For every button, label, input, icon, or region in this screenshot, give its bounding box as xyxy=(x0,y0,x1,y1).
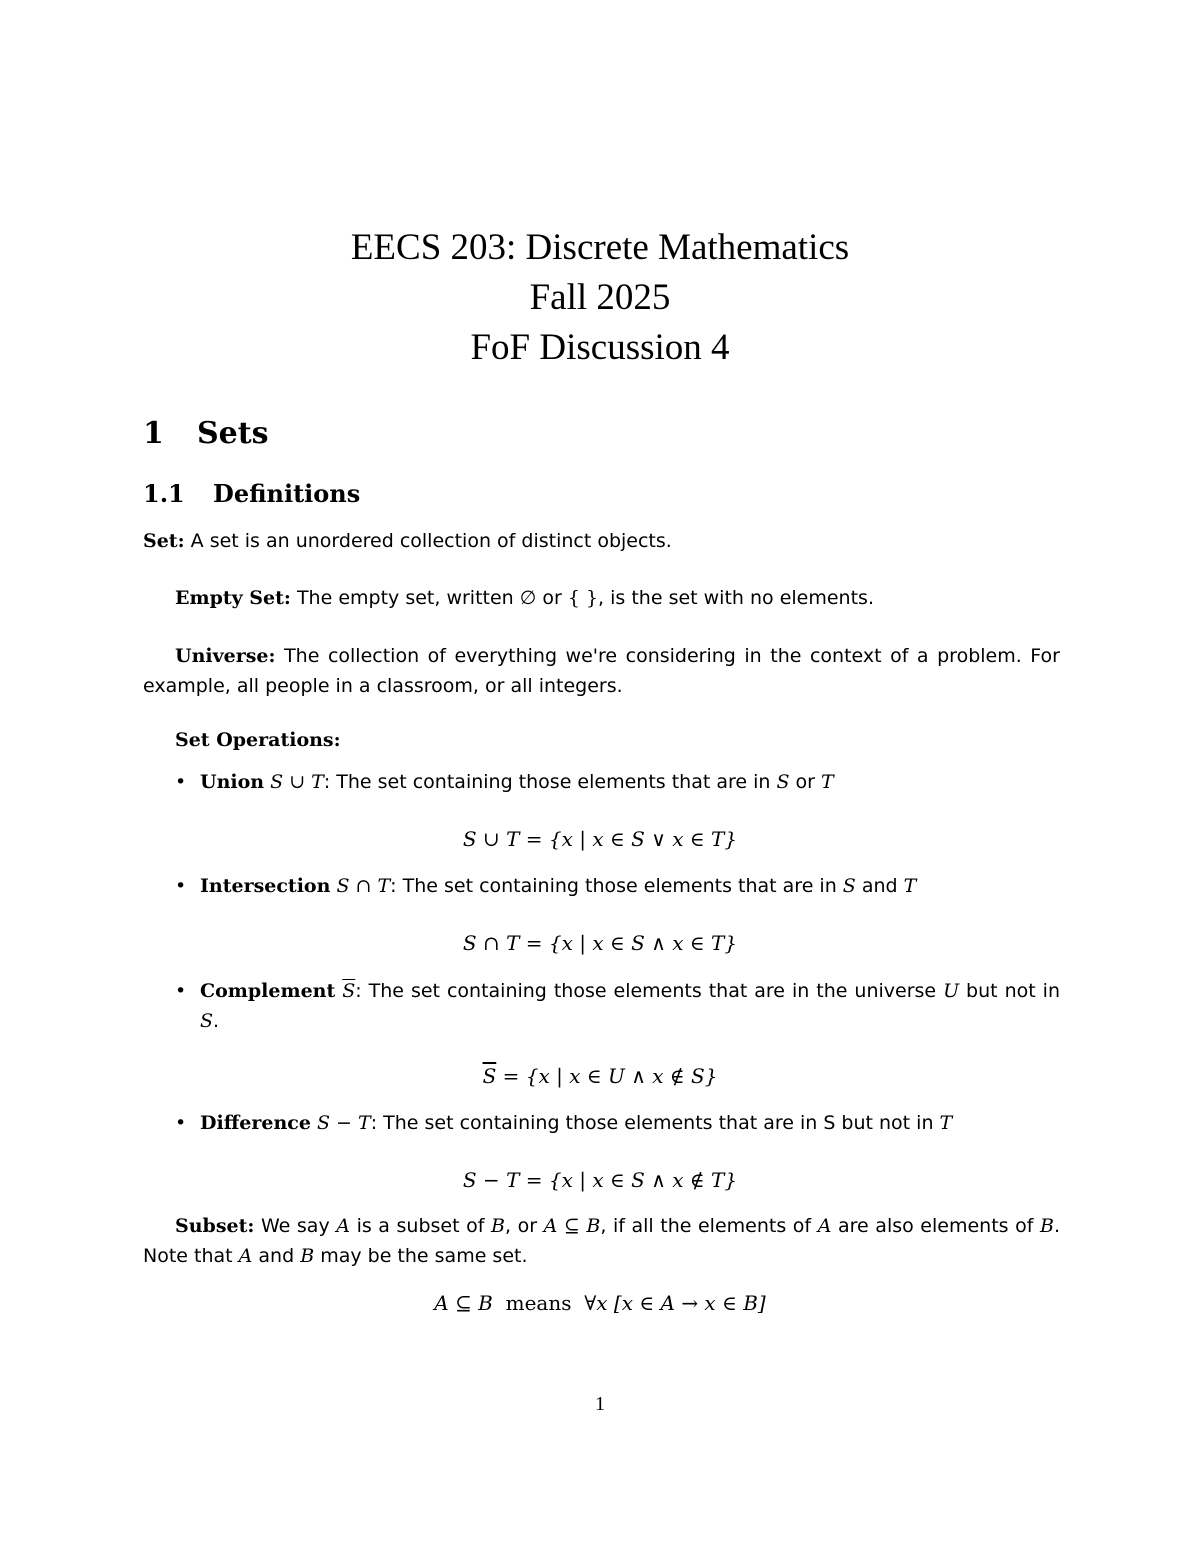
subsection-number: 1.1 xyxy=(143,479,185,508)
operation-name: Difference xyxy=(200,1112,311,1134)
formula-complement xyxy=(0,1061,1200,1091)
formula-lhs: A ⊆ B xyxy=(434,1291,493,1315)
discussion-title: FoF Discussion 4 xyxy=(470,327,730,368)
empty-braces: { } xyxy=(567,587,599,609)
section-heading-sets xyxy=(143,416,269,451)
section-title: Sets xyxy=(197,416,269,451)
definition-text: A set is an unordered collection of distinct objects. xyxy=(190,530,672,552)
math-var: A xyxy=(238,1245,253,1267)
definition-text: is a subset of xyxy=(350,1215,492,1237)
definition-set-operations xyxy=(143,725,1060,755)
math-var: A xyxy=(817,1215,832,1237)
definition-text: and xyxy=(252,1245,301,1267)
definition-term: Universe: xyxy=(175,645,276,667)
definition-term: Set: xyxy=(143,530,185,552)
operation-desc: : The set containing those elements that are in S but not in xyxy=(370,1112,940,1134)
definition-text: may be the same set. xyxy=(314,1245,528,1267)
math-var: T xyxy=(903,875,917,897)
operation-desc: and xyxy=(855,875,904,897)
definition-empty-set xyxy=(143,583,1060,613)
definition-universe xyxy=(143,641,1060,701)
definition-term: Subset: xyxy=(175,1215,255,1237)
document-title xyxy=(0,223,1200,373)
list-item-intersection xyxy=(175,871,1060,901)
definition-text: , if all the elements of xyxy=(600,1215,818,1237)
operation-desc: . xyxy=(213,1010,220,1032)
operation-desc: but not in xyxy=(959,980,1060,1002)
bullet-icon: • xyxy=(175,1112,187,1134)
definition-text: , is the set with no elements. xyxy=(598,587,874,609)
math-var: B xyxy=(491,1215,505,1237)
list-item-difference xyxy=(175,1108,1060,1138)
math-var: S xyxy=(200,1010,214,1032)
definition-text: The collection of everything we're considering in the context of a problem. For example, all people in a classroom, or all integers. xyxy=(143,645,1060,697)
bullet-icon: • xyxy=(175,875,187,897)
definition-text: , or xyxy=(504,1215,544,1237)
operation-desc: : The set containing those elements that are in xyxy=(390,875,843,897)
definition-text: or xyxy=(536,587,568,609)
subsection-heading-definitions xyxy=(143,479,360,508)
empty-set-symbol: ∅ xyxy=(519,587,537,609)
formula-union: S ∪ T = {x | x ∈ S ∨ x ∈ T} xyxy=(462,827,738,851)
definition-text: We say xyxy=(260,1215,337,1237)
bullet-icon: • xyxy=(175,771,187,793)
definition-term: Set Operations: xyxy=(175,729,341,751)
formula-subset xyxy=(0,1288,1200,1318)
operation-notation: $\overline{S}$ xyxy=(342,980,356,1002)
operation-desc: : The set containing those elements that are in the universe xyxy=(355,980,944,1002)
math-var: A xyxy=(336,1215,350,1237)
formula-difference: S − T = {x | x ∈ S ∧ x ∉ T} xyxy=(462,1168,738,1192)
subsection-title: Definitions xyxy=(213,479,361,508)
definition-text: are also elements of xyxy=(831,1215,1040,1237)
operation-name: Union xyxy=(200,771,265,793)
math-var: B xyxy=(1040,1215,1054,1237)
operation-name: Complement xyxy=(200,980,336,1002)
formula-lhs: $\overline{S}$ xyxy=(482,1064,497,1088)
list-item-union xyxy=(175,767,1060,797)
course-title: EECS 203: Discrete Mathematics xyxy=(350,227,850,268)
formula-rhs: = {x | x ∈ U ∧ x ∉ S} xyxy=(496,1064,718,1088)
definition-text: . Note that xyxy=(143,1215,1061,1267)
list-item-complement xyxy=(175,976,1060,1036)
operation-notation: S ∩ T xyxy=(336,875,391,897)
operation-notation: S − T xyxy=(317,1112,371,1134)
page-number: 1 xyxy=(595,1393,605,1415)
operation-desc: or xyxy=(789,771,822,793)
math-var: S xyxy=(776,771,790,793)
bullet-icon: • xyxy=(175,980,187,1002)
operation-notation: S ∪ T xyxy=(270,771,324,793)
section-number: 1 xyxy=(143,416,164,451)
math-relation: A ⊆ B xyxy=(543,1215,601,1237)
formula-rhs: ∀x [x ∈ A → x ∈ B] xyxy=(584,1291,766,1315)
math-var: U xyxy=(943,980,960,1002)
math-var: S xyxy=(842,875,856,897)
math-var: B xyxy=(300,1245,315,1267)
formula-means: means xyxy=(505,1291,572,1315)
definition-text: The empty set, written xyxy=(296,587,520,609)
math-var: T xyxy=(939,1112,953,1134)
definition-term: Empty Set: xyxy=(175,587,291,609)
operation-desc: : The set containing those elements that are in xyxy=(323,771,777,793)
term: Fall 2025 xyxy=(529,277,671,318)
definition-subset xyxy=(143,1211,1060,1271)
math-var: T xyxy=(821,771,834,793)
operation-name: Intersection xyxy=(200,875,331,897)
formula-intersection: S ∩ T = {x | x ∈ S ∧ x ∈ T} xyxy=(462,931,738,955)
definition-set xyxy=(143,526,1060,556)
